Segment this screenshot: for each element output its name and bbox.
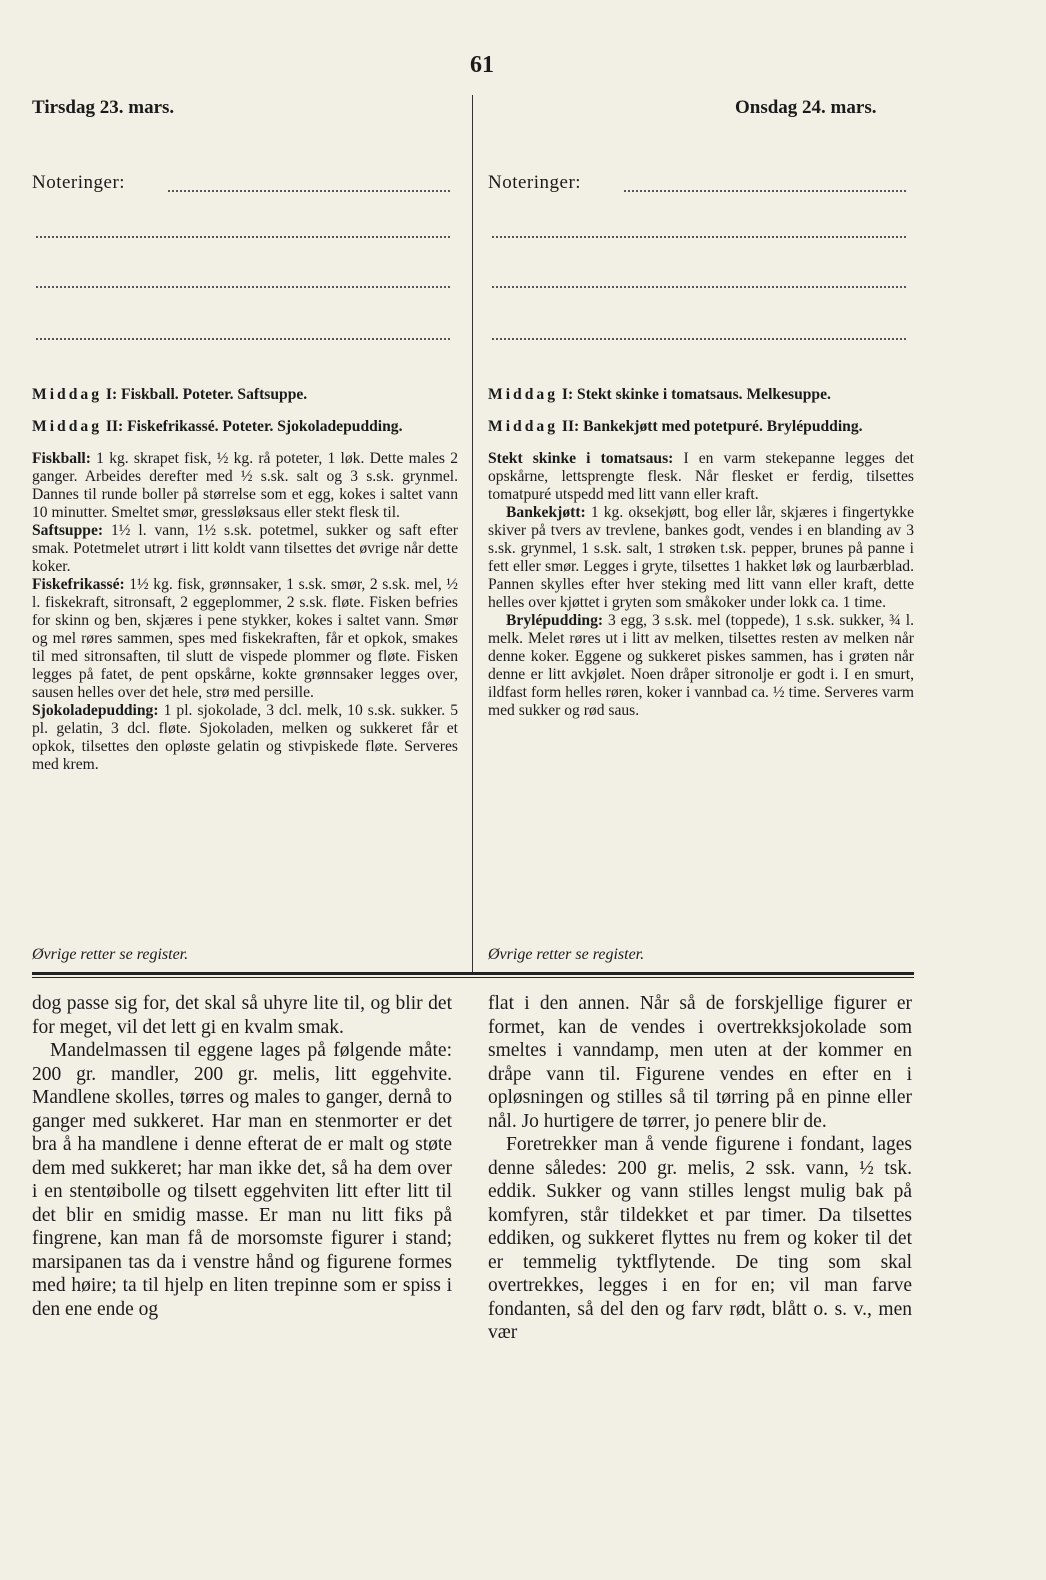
recipe-fiskefrikasse: Fiskefrikassé: 1½ kg. fisk, grønnsaker, 1 s.sk. smør, 2 s.sk. mel, ½ l. fiskekraft, sitronsaft, 2 eggeplommer, 2 s.sk. fløte. Fisken befries for skinn og ben, skjæres i pene stykker, kokes i saltet vann. Smør og mel røres sammen, spes med fiskekraften, får et opkok, smakes til med sitronsaften, til slutt de vispede plommer og fløte. Fisken legges på fatet, de pent opskårne, kokte grønnsaker legges over, sausen helles over det hele, strø med persille. <box>32 576 458 701</box>
right-menu-2: Middag II: Bankekjøtt med potetpuré. Brylépudding. <box>488 418 863 435</box>
left-notes-label: Noteringer: <box>32 172 126 193</box>
section-rule <box>32 972 914 975</box>
left-recipes <box>32 386 458 774</box>
bottom-right-paragraph: Foretrekker man å vende figurene i fondant, lages denne således: 200 gr. melis, 2 ssk. vann, ½ tsk. eddik. Sukker og vann stilles lengst mulig bak på komfyren, står tildekket et par timer. Da tilsettes eddiken, og sukkeret flyttes nu frem og koker til det er temmelig tyktflytende. De ting som skal overtrekkes, legges i en for en; vil man farve fondanten, så del den og farv rødt, blått o. s. v., men vær <box>488 1134 912 1343</box>
left-register-note: Øvrige retter se register. <box>32 946 189 963</box>
right-notes-label: Noteringer: <box>488 172 582 193</box>
left-menu-2: Middag II: Fiskefrikassé. Poteter. Sjokoladepudding. <box>32 418 403 435</box>
left-note-line <box>36 338 450 340</box>
recipe-bankekjott: Bankekjøtt: 1 kg. oksekjøtt, bog eller lår, skjæres i fingertykke skiver på tvers av trevlene, bankes godt, vendes i en blanding av 3 s.sk. grynmel, 1 s.sk. salt, 1 strøken t.sk. pepper, brunes på panne i fett eller smør. Legges i gryte, tilsettes 1 hakket løk og laurbærblad. Pannen skylles efter hver steking med litt vann eller kraft, dette helles over kjøttet i gryten som småkoker under lokk ca. 1 time. <box>488 504 914 611</box>
bottom-left-paragraph: dog passe sig for, det skal så uhyre lite til, og blir det for meget, vil det lett gi en kvalm smak. <box>32 993 452 1038</box>
recipe-sjokoladepudding: Sjokoladepudding: 1 pl. sjokolade, 3 dcl. melk, 10 s.sk. sukker. 5 pl. gelatin, 3 dcl. fløte. Sjokoladen, melken og sukkeret får et opkok, tilsettes den opløste gelatin og stivpiskede fløte. Serveres med krem. <box>32 702 458 773</box>
right-note-line <box>492 236 906 238</box>
left-day-heading: Tirsdag 23. mars. <box>32 97 175 118</box>
left-note-line <box>36 286 450 288</box>
recipe-brylepudding: Brylépudding: 3 egg, 3 s.sk. mel (toppede), 1 s.sk. sukker, ¾ l. melk. Melet røres ut i litt av melken, tilsettes resten av melken når denne koker. Eggene og sukkeret piskes sammen, has i grøten når denne er litt avkjølet. Noen dråper sitronolje er godt i. I en smurt, ildfast form helles røren, koker i vannbad ca. ½ time. Serveres varm med sukker og rød saus. <box>488 612 914 719</box>
right-note-line <box>492 286 906 288</box>
bottom-right-text <box>488 992 912 1345</box>
recipe-fiskball: Fiskball: 1 kg. skrapet fisk, ½ kg. rå poteter, 1 løk. Dette males 2 ganger. Arbeides derefter med ½ s.sk. salt og 3 s.sk. grynmel. Dannes til runde boller på størrelse som et egg, kokes i saltet vann 10 minutter. Smeltet smør, gressløksaus eller stekt flesk til. <box>32 450 458 521</box>
left-note-line <box>168 190 450 192</box>
right-recipes <box>488 386 914 720</box>
right-note-line <box>624 190 906 192</box>
column-divider <box>472 95 473 975</box>
right-menu-1: Middag I: Stekt skinke i tomatsaus. Melkesuppe. <box>488 386 831 403</box>
bottom-right-paragraph: flat i den annen. Når så de forskjellige figurer er formet, kan de vendes i overtrekksjokolade som smeltes i vanndamp, men uten at der kommer en dråpe vann til. Figurene vendes en efter en i opløsningen og stilles så til tørring på en pinne eller nål. Jo hurtigere de tørrer, jo penere blir de. <box>488 993 912 1132</box>
section-rule-thin <box>32 977 914 978</box>
left-menu-1: Middag I: Fiskball. Poteter. Saftsuppe. <box>32 386 308 403</box>
page-number: 61 <box>470 52 494 78</box>
right-register-note: Øvrige retter se register. <box>488 946 645 963</box>
recipe-stekt-skinke: Stekt skinke i tomatsaus: I en varm stekepanne legges det opskårne, lettsprengte flesk. Når flesket er ferdig, tilsettes tomatpuré utspedd med litt vann eller kraft. <box>488 450 914 503</box>
recipe-saftsuppe: Saftsuppe: 1½ l. vann, 1½ s.sk. potetmel, sukker og saft efter smak. Potetmelet utrørt i litt koldt vann tilsettes det øvrige når dette koker. <box>32 522 458 575</box>
right-note-line <box>492 338 906 340</box>
bottom-left-text <box>32 992 452 1321</box>
left-note-line <box>36 236 450 238</box>
right-day-heading: Onsdag 24. mars. <box>735 97 877 118</box>
bottom-left-paragraph: Mandelmassen til eggene lages på følgende måte: 200 gr. mandler, 200 gr. melis, litt eggehvite. Mandlene skolles, tørres og males to ganger, dernå to ganger med sukkeret. Har man en stenmorter er det bra å ha mandlene i denne efterat de er malt og støte dem med sukkeret; har man ikke det, så ha dem over i en stentøibolle og tilsett eggehviten litt efter litt til det blir en smidig masse. Er man nu litt fiks på fingrene, kan man få de morsomste figurer i stand; marsipanen tas da i venstre hånd og figurene formes med høire; ta til hjelp en liten trepinne som er spiss i den ene ende og <box>32 1040 452 1320</box>
